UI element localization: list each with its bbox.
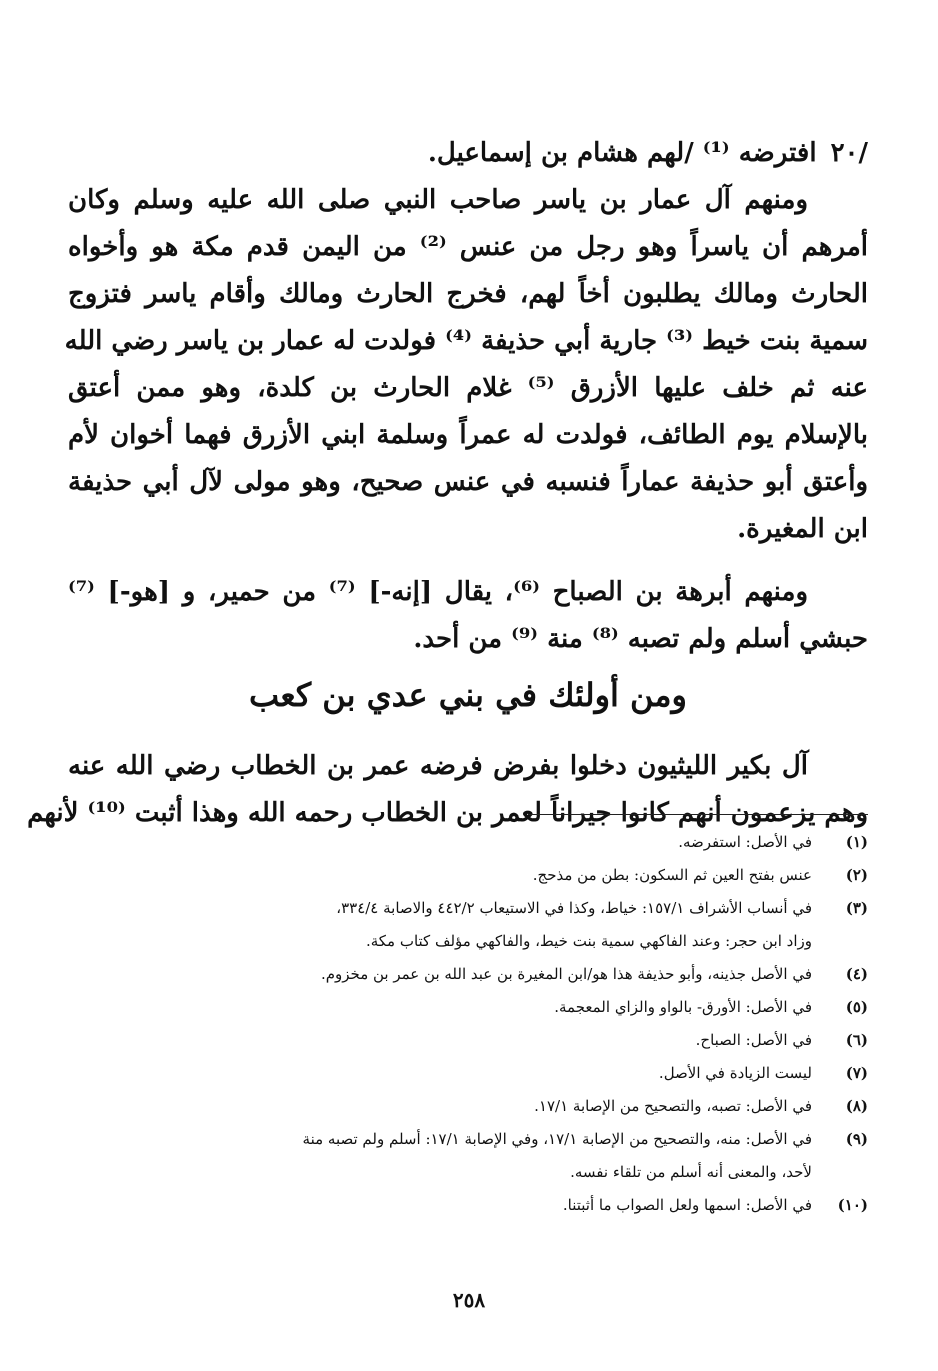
footnote: وزاد ابن حجر: وعند الفاكهي سمية بنت خيط، والفاكهي مؤلف كتاب مكة. <box>365 932 812 950</box>
text-line: وهم يزعمون أنهم كانوا جيراناً لعمر بن الخطاب رحمه الله وهذا أثبت ⁽¹⁰⁾ لأنهم <box>27 798 868 828</box>
footnote: لأحد، والمعنى أنه أسلم من تلقاء نفسه. <box>570 1163 812 1181</box>
footnote: (٦) في الأصل: الصباح. <box>695 1031 868 1049</box>
footnote: (٢) عنس بفتح العين ثم السكون: بطن من مذحج. <box>532 866 868 884</box>
text-line: أمرهم أن ياسراً وهو رجل من عنس ⁽²⁾ من اليمن قدم مكة هو وأخواه <box>68 232 868 262</box>
text-line: ابن المغيرة. <box>737 514 868 544</box>
footnote: (١) في الأصل: استفرضه. <box>678 833 868 851</box>
page-number: ٢٥٨ <box>452 1288 486 1312</box>
text-line: سمية بنت خيط ⁽³⁾ جارية أبي حذيفة ⁽⁴⁾ فولدت له عمار بن ياسر رضي الله <box>64 326 868 356</box>
footnote: (٧) ليست الزيادة في الأصل. <box>658 1064 868 1082</box>
text-line: عنه ثم خلف عليها الأزرق ⁽⁵⁾ غلام الحارث بن كلدة، وهو ممن أعتق <box>68 373 868 403</box>
footnote: (٥) في الأصل: الأورق- بالواو والزاي المعجمة. <box>554 998 868 1016</box>
text-line: بالإسلام يوم الطائف، فولدت له عمراً وسلمة ابني الأزرق فهما أخوان لأم <box>68 420 868 450</box>
text-line: حبشي أسلم ولم تصبه ⁽⁸⁾ منة ⁽⁹⁾ من أحد. <box>413 624 868 654</box>
footnote: (٨) في الأصل: تصبه، والتصحيح من الإصابة ١٧/١. <box>534 1097 868 1115</box>
text-line: ومنهم آل عمار بن ياسر صاحب النبي صلى الله عليه وسلم وكان <box>68 185 808 215</box>
footnotes <box>168 826 868 1222</box>
footnote: (٩) في الأصل: منه، والتصحيح من الإصابة ١٧/١، وفي الإصابة ١٧/١: أسلم ولم تصبه منة <box>302 1130 868 1148</box>
footnote: (١٠) في الأصل: اسمها ولعل الصواب ما أثبتنا. <box>562 1196 868 1214</box>
page-marker: /٢٠ <box>830 138 868 168</box>
text-line: /٢٠افترضه ⁽¹⁾ /لهم هشام بن إسماعيل. <box>427 138 868 168</box>
text-line: آل بكير الليثيون دخلوا بفرض فرضه عمر بن الخطاب رضي الله عنه <box>68 751 808 781</box>
footnote-separator <box>528 814 868 815</box>
main-text <box>27 130 868 837</box>
footnote: (٣) في أنساب الأشراف ١٥٧/١: خياط، وكذا في الاستيعاب ٤٤٢/٢ والاصابة ٣٣٤/٤، <box>336 899 868 917</box>
section-heading: ومن أولئك في بني عدي بن كعب <box>248 676 687 714</box>
text-line: ومنهم أبرهة بن الصباح ⁽⁶⁾، يقال [إنه-] ⁽⁷⁾ من حمير، و [هو-] ⁽⁷⁾ <box>68 577 808 607</box>
footnote: (٤) في الأصل جذينه، وأبو حذيفة هذا هو/ابن المغيرة بن عبد الله بن عمر بن مخزوم. <box>320 965 868 983</box>
text-line: وأعتق أبو حذيفة عماراً فنسبه في عنس صحيح، وهو مولى لآل أبي حذيفة <box>68 467 868 497</box>
text-line: الحارث ومالك يطلبون أخاً لهم، فخرج الحارث ومالك وأقام ياسر فتزوج <box>68 279 868 309</box>
